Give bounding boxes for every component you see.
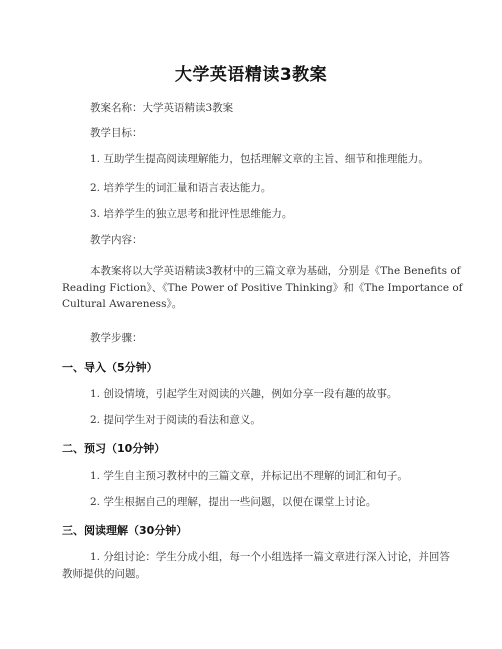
section-item: 2. 提问学生对于阅读的看法和意义。 [90,414,261,426]
objectives-label: 教学目标： [90,127,143,139]
section-item: 2. 学生根据自己的理解，提出一些问题，以便在课堂上讨论。 [90,496,377,508]
objective-item: 1. 互助学生提高阅读理解能力，包括理解文章的主旨、细节和推理能力。 [90,153,429,165]
section-heading: 三、阅读理解（30分钟） [62,524,188,537]
section-paragraph [62,549,450,582]
content-line: Reading Fiction》、《The Power of Positive Thinking》和《The Importance of [62,281,463,294]
section-line: 教师提供的问题。 [62,567,146,580]
content-line: 本教案将以大学英语精读3教材中的三篇文章为基础，分别是《The Benefits of [90,265,461,277]
section-item: 1. 创设情境，引起学生对阅读的兴趣，例如分享一段有趣的故事。 [90,388,398,400]
steps-label: 教学步骤： [90,332,143,344]
content-line: Cultural Awareness》。 [62,298,183,310]
lesson-name: 教案名称：大学英语精读3教案 [90,102,234,114]
document-title: 大学英语精读3教案 [174,65,328,85]
objective-item: 2. 培养学生的词汇量和语言表达能力。 [90,182,272,194]
objective-item: 3. 培养学生的独立思考和批评性思维能力。 [90,208,293,220]
content-paragraph [62,263,463,313]
section-line: 1. 分组讨论：学生分成小组，每一个小组选择一篇文章进行深入讨论，并回答 [90,551,450,563]
section-item: 1. 学生自主预习教材中的三篇文章，并标记出不理解的词汇和句子。 [90,470,408,482]
section-heading: 二、预习（10分钟） [62,442,166,455]
section-heading: 一、导入（5分钟） [62,361,158,374]
content-label: 教学内容： [90,234,143,246]
